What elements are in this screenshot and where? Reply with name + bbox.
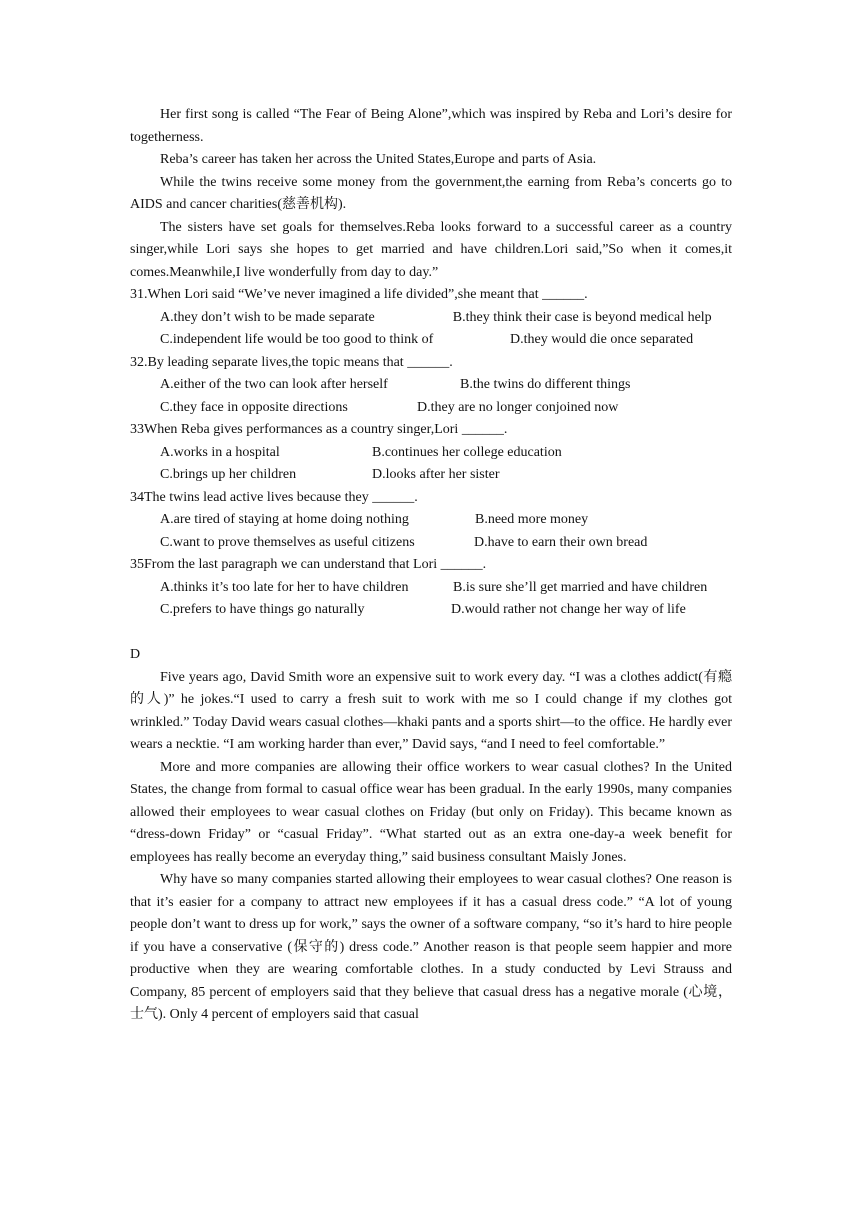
question-33-options-cd [130, 464, 732, 487]
question-33-option-d: D.looks after her sister [372, 467, 500, 482]
question-35-options-ab [130, 577, 732, 600]
question-33-options-ab [130, 442, 732, 465]
question-32-stem: 32.By leading separate lives,the topic means that ______. [130, 354, 453, 370]
question-35-option-c: C.prefers to have things go naturally [160, 602, 365, 617]
question-32-option-d: D.they are no longer conjoined now [417, 399, 619, 415]
question-35-stem: 35From the last paragraph we can understand that Lori ______. [130, 557, 487, 572]
question-31-options-ab [130, 307, 732, 330]
question-35-option-b: B.is sure she’ll get married and have children [453, 579, 708, 595]
question-31-option-a: A.they don’t wish to be made separate [160, 309, 375, 325]
question-34-options-ab [130, 509, 732, 532]
question-34-option-a: A.are tired of staying at home doing nothing [160, 512, 409, 527]
section-spacer [130, 622, 732, 645]
question-31-option-b: B.they think their case is beyond medical help [452, 309, 712, 325]
passage-c-paragraph-2: Reba’s career has taken her across the United States,Europe and parts of Asia. [160, 152, 597, 167]
passage-d-paragraph-2: More and more companies are allowing their office workers to wear casual clothes? In the United States, the change from formal to casual office wear has been gradual. In the early 1990s, many companies allowed their employees to wear casual clothes on Friday (but only on Friday). This became known as “dress-down Friday” or “casual Friday”. “What started out as an extra one-day-a week benefit for employees has really become an everyday thing,” said business consultant Maisly Jones. [130, 759, 732, 865]
question-32-options-cd [130, 397, 732, 420]
document-page [130, 104, 732, 1027]
question-32-options-ab [130, 374, 732, 397]
passage-d-paragraph-1: Five years ago, David Smith wore an expensive suit to work every day. “I was a clothes addict(有瘾的人)” he jokes.“I used to carry a fresh suit to work with me so I could change if my clothes got wrinkled.” Today David wears casual clothes—khaki pants and a sports shirt—to the office. He hardly ever wears a necktie. “I am working harder than ever,” David says, “and I need to feel comfortable.” [130, 669, 732, 752]
question-34-option-d: D.have to earn their own bread [474, 534, 648, 550]
question-32-option-a: A.either of the two can look after herself [160, 377, 388, 392]
passage-d-paragraph-3: Why have so many companies started allowing their employees to wear casual clothes? One reason is that it’s easier for a company to attract new employees if it has a casual dress code.” “A lot of young people don’t want to dress up for work,” says the owner of a software company, “so it’s hard to hire people if you have a conservative (保守的) dress code.” Another reason is that people seem happier and more productive when they are wearing comfortable clothes. In a study conducted by Levi Strauss and Company, 85 percent of employers said that they believe that casual dress has a negative morale (心境，士气). Only 4 percent of employers said that casual [130, 872, 732, 1022]
question-34-options-cd [130, 532, 732, 555]
passage-d-label: D [130, 647, 141, 662]
question-33-option-b: B.continues her college education [372, 444, 562, 460]
question-34-option-b: B.need more money [475, 512, 589, 527]
question-31-stem: 31.When Lori said “We’ve never imagined a life divided”,she meant that ______. [130, 287, 588, 302]
question-33-option-a: A.works in a hospital [160, 444, 280, 460]
question-35-option-a: A.thinks it’s too late for her to have children [160, 579, 409, 595]
question-35-option-d: D.would rather not change her way of life [451, 602, 686, 617]
question-32-option-c: C.they face in opposite directions [160, 399, 348, 415]
question-33-stem: 33When Reba gives performances as a country singer,Lori ______. [130, 422, 508, 437]
question-34-stem: 34The twins lead active lives because they ______. [130, 489, 418, 505]
question-31-option-c: C.independent life would be too good to think of [160, 332, 434, 347]
passage-c-paragraph-1: Her first song is called “The Fear of Being Alone”,which was inspired by Reba and Lori’s desire for togetherness. [130, 107, 732, 145]
question-31-options-cd [130, 329, 732, 352]
question-32-option-b: B.the twins do different things [460, 377, 631, 392]
question-33-option-c: C.brings up her children [160, 467, 297, 482]
question-34-option-c: C.want to prove themselves as useful citizens [160, 534, 415, 550]
passage-c-paragraph-3: While the twins receive some money from the government,the earning from Reba’s concerts go to AIDS and cancer charities(慈善机构). [130, 174, 732, 212]
question-31-option-d: D.they would die once separated [510, 332, 694, 347]
passage-c-paragraph-4: The sisters have set goals for themselves.Reba looks forward to a successful career as a country singer,while Lori says she hopes to get married and have children.Lori said,”So when it comes,it comes.Meanwhile,I live wonderfully from day to day.” [130, 219, 732, 280]
question-35-options-cd [130, 599, 732, 622]
